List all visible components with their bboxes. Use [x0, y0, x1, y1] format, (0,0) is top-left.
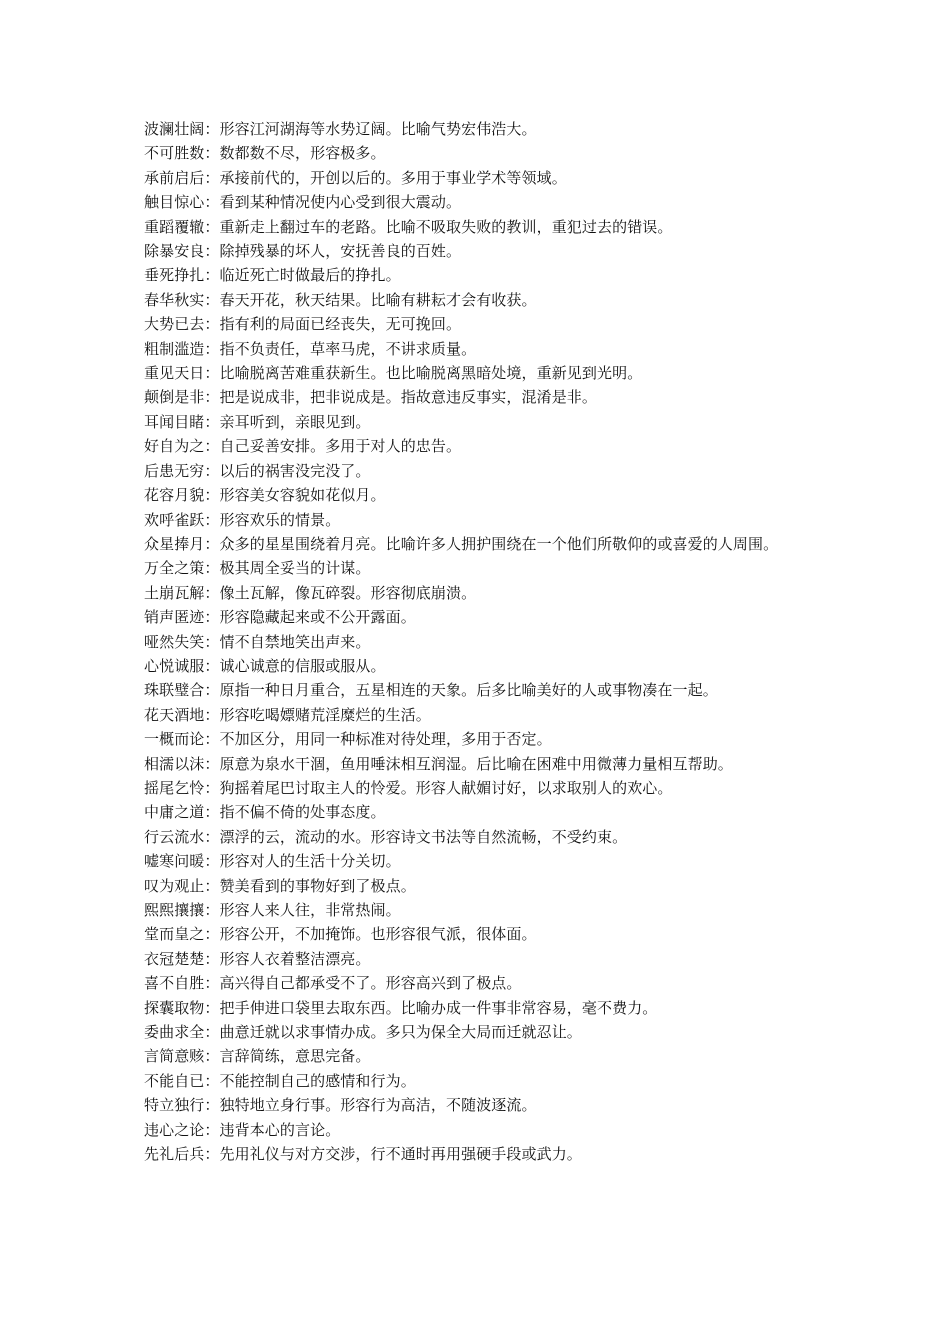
idiom-entry: 花容月貌：形容美女容貌如花似月。 [144, 486, 386, 505]
idiom-entry: 相濡以沫：原意为泉水干涸，鱼用唾沫相互润湿。后比喻在困难中用微薄力量相互帮助。 [144, 754, 733, 773]
idiom-entry: 不能自已：不能控制自己的感情和行为。 [144, 1071, 416, 1090]
idiom-list [144, 117, 834, 1166]
idiom-entry: 嘘寒问暖：形容对人的生活十分关切。 [144, 852, 401, 871]
idiom-entry: 欢呼雀跃：形容欢乐的情景。 [144, 510, 341, 529]
idiom-entry: 哑然失笑：情不自禁地笑出声来。 [144, 632, 371, 651]
idiom-entry: 喜不自胜：高兴得自己都承受不了。形容高兴到了极点。 [144, 974, 522, 993]
idiom-entry: 耳闻目睹：亲耳听到，亲眼见到。 [144, 412, 371, 431]
idiom-entry: 违心之论：违背本心的言论。 [144, 1120, 341, 1139]
idiom-entry: 衣冠楚楚：形容人衣着整洁漂亮。 [144, 949, 371, 968]
idiom-entry: 众星捧月：众多的星星围绕着月亮。比喻许多人拥护围绕在一个他们所敬仰的或喜爱的人周围。 [144, 534, 779, 553]
idiom-entry: 重见天日：比喻脱离苦难重获新生。也比喻脱离黑暗处境，重新见到光明。 [144, 364, 643, 383]
idiom-entry: 珠联璧合：原指一种日月重合，五星相连的天象。后多比喻美好的人或事物凑在一起。 [144, 681, 718, 700]
idiom-entry: 重蹈覆辙：重新走上翻过车的老路。比喻不吸取失败的教训，重犯过去的错误。 [144, 217, 673, 236]
idiom-entry: 后患无穷：以后的祸害没完没了。 [144, 461, 371, 480]
idiom-entry: 颠倒是非：把是说成非，把非说成是。指故意违反事实，混淆是非。 [144, 388, 598, 407]
idiom-entry: 承前启后：承接前代的，开创以后的。多用于事业学术等领域。 [144, 168, 567, 187]
idiom-entry: 销声匿迹：形容隐藏起来或不公开露面。 [144, 608, 416, 627]
idiom-entry: 探囊取物：把手伸进口袋里去取东西。比喻办成一件事非常容易，毫不费力。 [144, 998, 658, 1017]
idiom-entry: 除暴安良：除掉残暴的坏人，安抚善良的百姓。 [144, 242, 462, 261]
idiom-entry: 好自为之：自己妥善安排。多用于对人的忠告。 [144, 437, 462, 456]
idiom-entry: 委曲求全：曲意迁就以求事情办成。多只为保全大局而迁就忍让。 [144, 1023, 582, 1042]
idiom-entry: 摇尾乞怜：狗摇着尾巴讨取主人的怜爱。形容人献媚讨好，以求取别人的欢心。 [144, 778, 673, 797]
idiom-entry: 中庸之道：指不偏不倚的处事态度。 [144, 803, 386, 822]
idiom-entry: 堂而皇之：形容公开，不加掩饰。也形容很气派，很体面。 [144, 925, 537, 944]
idiom-entry: 土崩瓦解：像土瓦解，像瓦碎裂。形容彻底崩溃。 [144, 583, 477, 602]
idiom-entry: 言简意赅：言辞简练，意思完备。 [144, 1047, 371, 1066]
idiom-entry: 波澜壮阔：形容江河湖海等水势辽阔。比喻气势宏伟浩大。 [144, 120, 537, 138]
idiom-entry: 行云流水：漂浮的云，流动的水。形容诗文书法等自然流畅，不受约束。 [144, 827, 628, 846]
idiom-entry: 叹为观止：赞美看到的事物好到了极点。 [144, 876, 416, 895]
idiom-entry: 触目惊心：看到某种情况使内心受到很大震动。 [144, 193, 462, 212]
idiom-entry: 花天酒地：形容吃喝嫖赌荒淫糜烂的生活。 [144, 705, 431, 724]
idiom-entry: 心悦诚服：诚心诚意的信服或服从。 [144, 656, 386, 675]
idiom-entry: 熙熙攘攘：形容人来人往，非常热闹。 [144, 901, 401, 919]
idiom-entry: 万全之策：极其周全妥当的计谋。 [144, 559, 371, 578]
idiom-entry: 春华秋实：春天开花，秋天结果。比喻有耕耘才会有收获。 [144, 290, 537, 309]
idiom-entry: 大势已去：指有利的局面已经丧失，无可挽回。 [144, 315, 462, 334]
idiom-entry: 粗制滥造：指不负责任，草率马虎，不讲求质量。 [144, 339, 477, 358]
idiom-entry: 不可胜数：数都数不尽，形容极多。 [144, 144, 386, 163]
idiom-entry: 特立独行：独特地立身行事。形容行为高洁，不随波逐流。 [144, 1096, 537, 1115]
idiom-entry: 一概而论：不加区分，用同一种标准对待处理，多用于否定。 [144, 730, 552, 749]
idiom-entry: 先礼后兵：先用礼仪与对方交涉，行不通时再用强硬手段或武力。 [144, 1145, 582, 1164]
idiom-entry: 垂死挣扎：临近死亡时做最后的挣扎。 [144, 266, 401, 285]
